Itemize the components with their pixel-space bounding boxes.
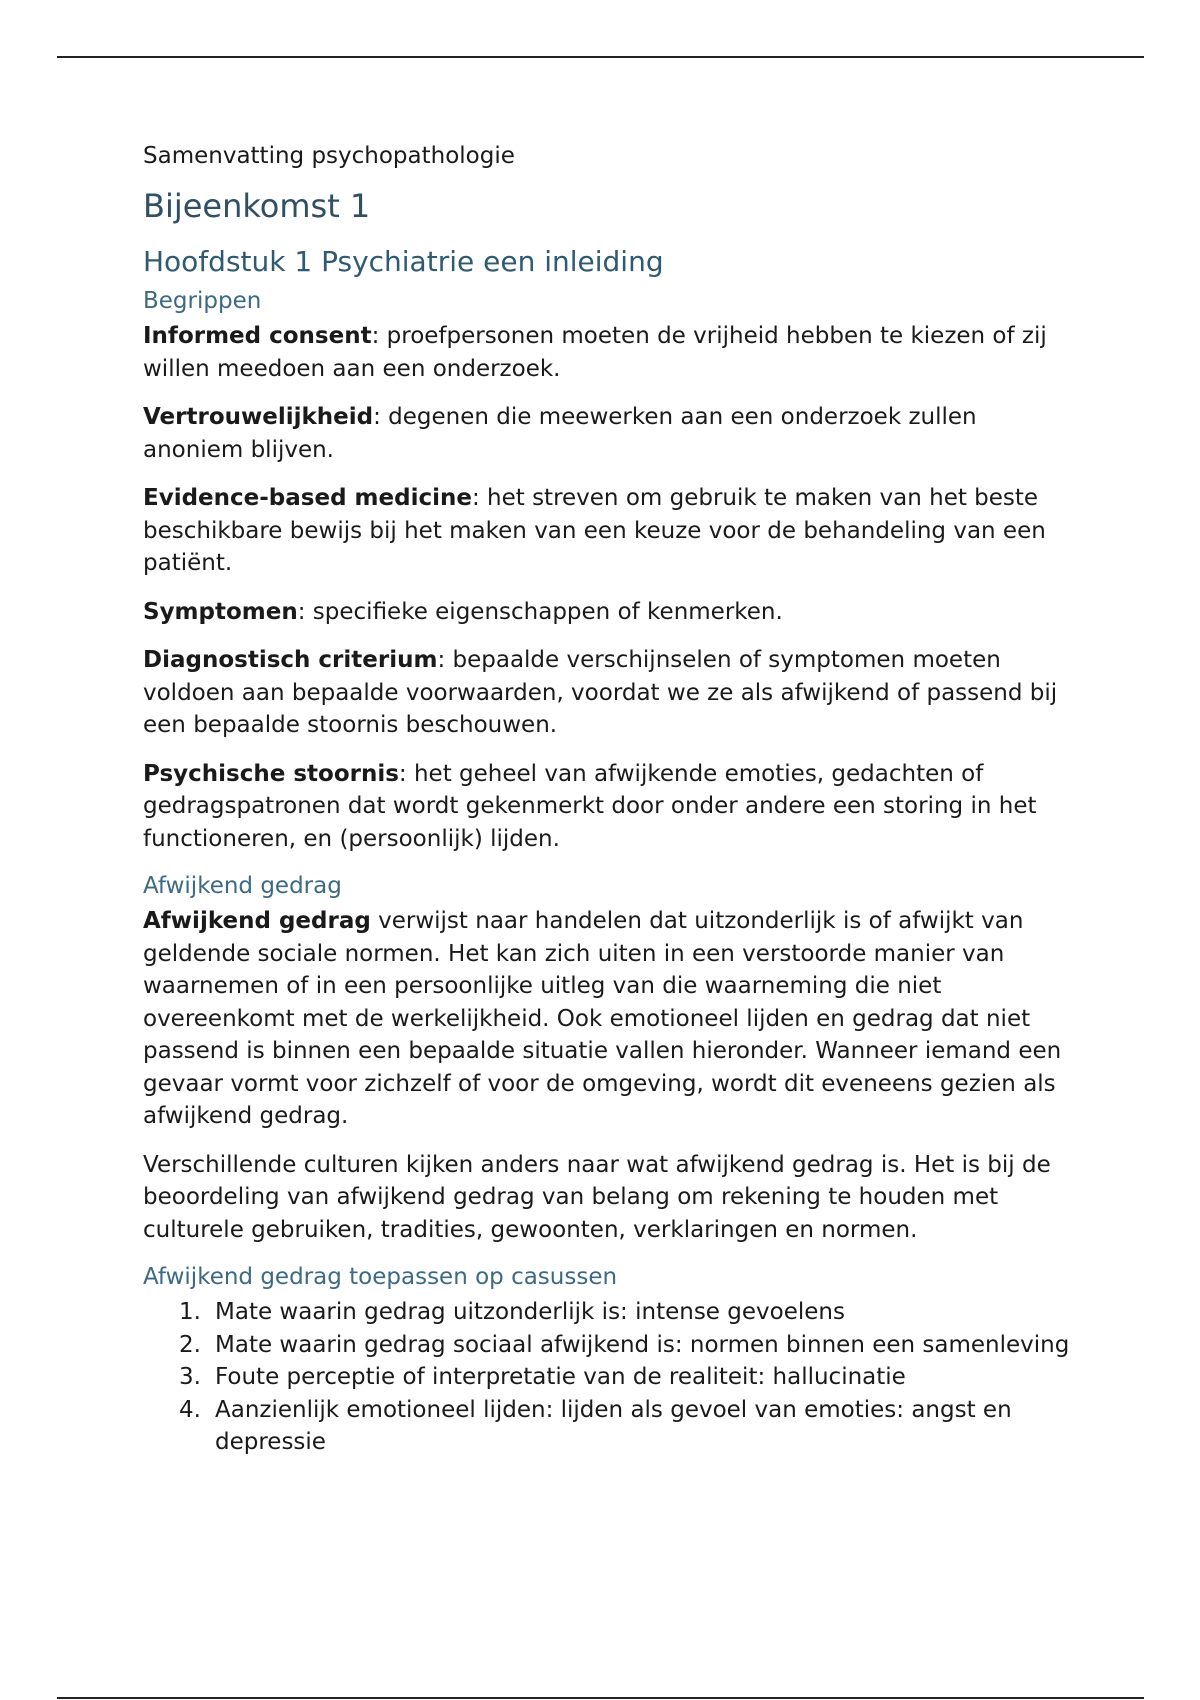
definition-term: Informed consent [143,323,372,349]
definition-paragraph [143,320,1073,385]
definition-paragraph [143,401,1073,466]
list-number: 2. [179,1331,201,1358]
definition-term: Diagnostisch criterium [143,647,438,673]
definition-paragraph [143,596,1073,629]
definition-paragraph [143,758,1073,856]
definition-text: : proefpersonen moeten de vrijheid hebben te kiezen of zij willen meedoen aan een onderzoek. [143,323,1047,382]
definition-term: Vertrouwelijkheid [143,404,374,430]
afwijkend-paragraph [143,905,1073,1133]
casussen-list [143,1296,1073,1459]
top-rule [57,56,1144,58]
list-item [143,1361,1073,1394]
bottom-rule [57,1697,1144,1699]
definition-text: : het streven om gebruik te maken van het beste beschikbare bewijs bij het maken van een keuze voor de behandeling van een patiënt. [143,485,1046,576]
definition-term: Symptomen [143,598,298,625]
definition-term: Evidence-based medicine [143,485,472,511]
definition-text: : degenen die meewerken aan een onderzoek zullen anoniem blijven. [143,404,977,463]
heading-begrippen: Begrippen [143,288,262,314]
definition-text: : specifieke eigenschappen of kenmerken. [297,598,783,625]
culturen-paragraph: Verschillende culturen kijken anders naar wat afwijkend gedrag is. Het is bij de beoordeling van afwijkend gedrag van belang om rekening te houden met culturele gebruiken, tradities, gewoonten, verklaringen en normen. [143,1151,1051,1243]
definition-text: : bepaalde verschijnselen of symptomen moeten voldoen aan bepaalde voorwaarden, voordat we ze als afwijkend of passend bij een bepaalde stoornis beschouwen. [143,647,1058,738]
list-text: Mate waarin gedrag uitzonderlijk is: intense gevoelens [215,1299,845,1325]
list-text: Mate waarin gedrag sociaal afwijkend is: normen binnen een samenleving [215,1331,1070,1358]
list-text: Foute perceptie of interpretatie van de realiteit: hallucinatie [215,1364,906,1390]
heading-afwijkend-gedrag: Afwijkend gedrag [143,873,342,899]
document-title: Samenvatting psychopathologie [143,143,515,169]
heading-bijeenkomst: Bijeenkomst 1 [143,187,371,225]
list-number: 4. [179,1396,201,1423]
list-item [143,1329,1073,1362]
definition-paragraph [143,644,1073,742]
heading-casussen: Afwijkend gedrag toepassen op casussen [143,1264,618,1290]
definition-text: : het geheel van afwijkende emoties, gedachten of gedragspatronen dat wordt gekenmerkt door onder andere een storing in het functioneren, en (persoonlijk) lijden. [143,760,1037,852]
heading-hoofdstuk: Hoofdstuk 1 Psychiatrie een inleiding [143,245,664,278]
definition-paragraph [143,482,1073,580]
list-number: 3. [179,1364,201,1390]
afwijkend-term: Afwijkend gedrag [143,908,371,934]
list-text: Aanzienlijk emotioneel lijden: lijden als gevoel van emoties: angst en depressie [215,1396,1012,1455]
list-number: 1. [179,1299,201,1325]
document-body [143,140,1073,1459]
definition-term: Psychische stoornis [143,760,399,787]
list-item [143,1394,1073,1459]
afwijkend-text: verwijst naar handelen dat uitzonderlijk is of afwijkt van geldende sociale normen. Het kan zich uiten in een verstoorde manier van waarnemen of in een persoonlijke uitleg van die waarneming die niet overeenkomt met de werkelijkheid. Ook emotioneel lijden en gedrag dat niet passend is binnen een bepaalde situatie vallen hieronder. Wanneer iemand een gevaar vormt voor zichzelf of voor de omgeving, wordt dit eveneens gezien als afwijkend gedrag. [143,908,1062,1129]
list-item [143,1296,1073,1329]
